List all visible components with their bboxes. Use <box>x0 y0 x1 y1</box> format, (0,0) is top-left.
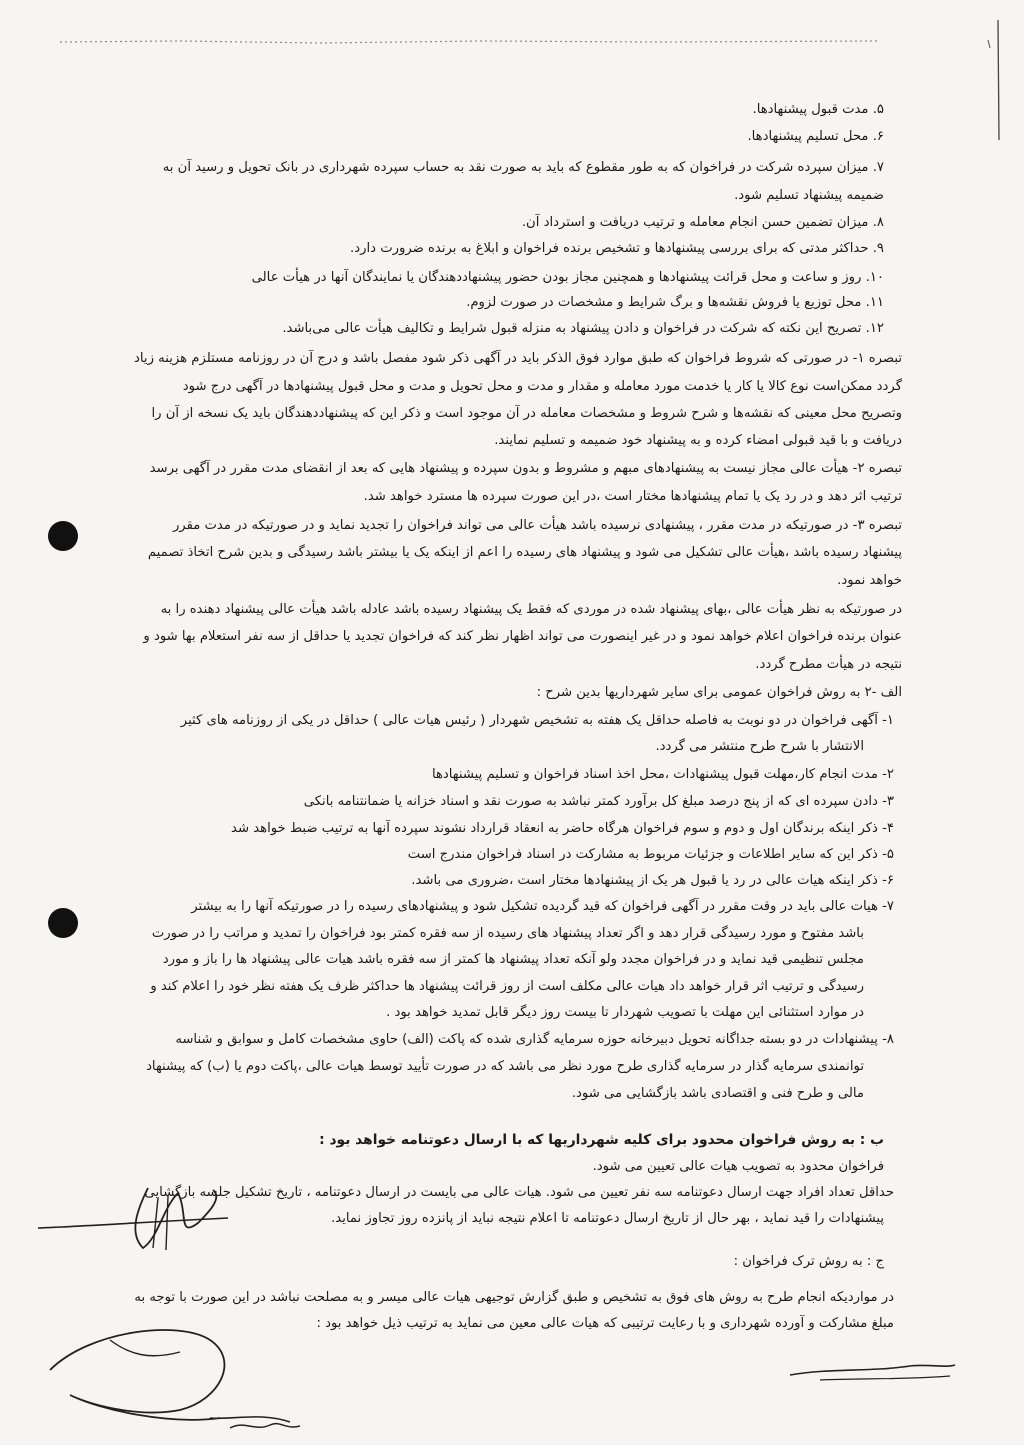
list-item: ۸. میزان تضمین حسن انجام معامله و ترتیب دریافت و استرداد آن. <box>521 215 884 230</box>
paragraph-line: نتیجه در هیأت مطرح گردد. <box>755 657 902 672</box>
list-item-cont: در موارد استثنائی این مهلت با تصویب شهردار تا بیست روز دیگر قابل تمدید خواهد بود . <box>386 1005 864 1020</box>
note-1-line: تبصره ۱- در صورتی که شروط فراخوان که طبق موارد فوق الذکر باید در آگهی ذکر شود مفصل باشد و درج آن در روزنامه مستلزم هزینه زیاد <box>134 351 902 366</box>
list-item-cont: رسیدگی و ترتیب اثر قرار خواهد داد هیات عالی مکلف است از روز قرائت پیشنهاد ها حداکثر ظرف یک هفته نظر خود را اعلام کند و <box>150 979 864 994</box>
paragraph-line: عنوان برنده فراخوان اعلام خواهد نمود و در غیر اینصورت می تواند اظهار نظر کند که فراخوان تجدید یا حداقل از سه نفر استعلام بها شود و <box>143 629 902 644</box>
list-item-cont: توانمندی سرمایه گذار در سرمایه گذاری طرح مورد نظر می باشد که در صورت تأیید توسط هیات عالی ،پاکت دوم یا (ب) که پیشنهاد <box>146 1059 864 1074</box>
list-item: ۲- مدت انجام کار،مهلت قبول پیشنهادات ،محل اخذ اسناد فراخوان و تسلیم پیشنهادها <box>431 767 894 782</box>
list-item-cont: باشد مفتوح و مورد رسیدگی قرار دهد و اگر تعداد پیشنهاد های رسیده از سه فقره کمتر بود فراخوان را تمدید و مراتب را در صورت <box>151 926 864 941</box>
note-3-line: تبصره ۳- در صورتیکه در مدت مقرر ، پیشنهادی نرسیده باشد هیأت عالی می تواند فراخوان را تجدید نماید و در صورتیکه در مدت مقرر <box>172 518 902 533</box>
scan-edge-mark <box>980 20 1010 140</box>
paragraph-line: حداقل تعداد افراد جهت ارسال دعوتنامه سه نفر تعیین می شود. هیات عالی می بایست در ارسال دعوتنامه ، تاریخ تشکیل جلسه بازگشایی <box>144 1185 894 1200</box>
list-item: ۶. محل تسلیم پیشنهادها. <box>747 129 884 144</box>
signature-mark <box>28 1178 238 1258</box>
list-item: ۱۱. محل توزیع یا فروش نقشه‌ها و برگ شرایط و مشخصات در صورت لزوم. <box>466 295 884 310</box>
list-item: ۴- ذکر اینکه برندگان اول و دوم و سوم فراخوان هرگاه حاضر به انعقاد قرارداد نشوند سپرده آنها به ترتیب ضبط خواهد شد <box>231 821 894 836</box>
list-item-cont: مالی و طرح فنی و اقتصادی باشد بازگشایی می شود. <box>571 1086 864 1101</box>
list-item-cont: مجلس تنظیمی قید نماید و در فراخوان مجدد ولو آنکه تعداد پیشنهاد ها کمتر از سه فقره باشد هیات عالی پیشنهاد ها را باز و مورد <box>162 952 864 967</box>
list-item: ۷. میزان سپرده شرکت در فراخوان که به طور مقطوع که باید به صورت نقد به حساب سپرده شهرداری در بانک تحویل و رسید آن به <box>162 160 884 175</box>
scan-noise-line <box>60 38 880 46</box>
signature-mark <box>780 1350 960 1390</box>
paragraph-line: فراخوان محدود به تصویب هیات عالی تعیین می شود. <box>592 1159 884 1174</box>
note-3-line: خواهد نمود. <box>837 573 902 588</box>
section-heading: ب : به روش فراخوان محدود برای کلیه شهرداریها که با ارسال دعوتنامه خواهد بود : <box>319 1132 884 1148</box>
list-item: ۶- ذکر اینکه هیات عالی در رد یا قبول هر یک از پیشنهادها مختار است ،ضروری می باشد. <box>411 873 894 888</box>
note-3-line: پیشنهاد رسیده باشد ،هیأت عالی تشکیل می شود و پیشنهاد های رسیده را اعم از اینکه یک یا بیشتر باشد رسیدگی و بدین شرح اتخاذ تصمیم <box>147 545 902 560</box>
paragraph-line: در صورتیکه به نظر هیأت عالی ،بهای پیشنهاد شده در موردی که فقط یک پیشنهاد رسیده باشد عادله باشد هیأت عالی پیشنهاد دهنده را به <box>160 602 902 617</box>
section-heading: الف -۲ به روش فراخوان عمومی برای سایر شهرداریها بدین شرح : <box>536 685 902 700</box>
punch-hole-bottom <box>48 908 78 938</box>
list-item: ۵. مدت قبول پیشنهادها. <box>752 102 884 117</box>
signature-mark <box>30 1300 310 1440</box>
section-heading: ج : به روش ترک فراخوان : <box>733 1254 884 1269</box>
punch-hole-top <box>48 521 78 551</box>
paragraph-line: در مواردیکه انجام طرح به روش های فوق به تشخیص و طبق گزارش توجیهی هیات عالی میسر و به مصلحت نباشد در این صورت با توجه به <box>134 1290 894 1305</box>
list-item: ۸- پیشنهادات در دو بسته جداگانه تحویل دبیرخانه حوزه سرمایه گذاری شده که پاکت (الف) حاوی مشخصات کامل و سوابق و شناسه <box>175 1032 894 1047</box>
list-item: ۳- دادن سپرده ای که از پنج درصد مبلغ کل برآورد کمتر نباشد به صورت نقد و اسناد خزانه یا ضمانتنامه بانکی <box>303 794 894 809</box>
list-item: ۷- هیات عالی باید در وقت مقرر در آگهی فراخوان که قید گردیده تشکیل شود و پیشنهادهای رسیده را در صورتیکه آنها را به بیشتر <box>191 899 894 914</box>
list-item: ۹. حداکثر مدتی که برای بررسی پیشنهادها و تشخیص برنده فراخوان و ابلاغ به برنده ضرورت دارد. <box>350 241 884 256</box>
paragraph-line: پیشنهادات را قید نماید ، بهر حال از تاریخ ارسال دعوتنامه تا اعلام نتیجه نباید از پانزده روز تجاوز نماید. <box>331 1211 884 1226</box>
list-item: ۱- آگهی فراخوان در دو نوبت به فاصله حداقل یک هفته به تشخیص شهردار ( رئیس هیات عالی ) حداقل در یکی از روزنامه های کثیر <box>180 713 894 728</box>
note-2-line: تبصره ۲- هیأت عالی مجاز نیست به پیشنهادهای مبهم و مشروط و بدون سپرده و پیشنهاد هایی که بعد از انقضای مدت مقرر در آگهی برسد <box>149 461 902 476</box>
list-item: ضمیمه پیشنهاد تسلیم شود. <box>734 188 884 203</box>
list-item-cont: الانتشار با شرح طرح منتشر می گردد. <box>655 739 864 754</box>
note-1-line: دریافت و با قید قبولی امضاء کرده و به پیشنهاد خود ضمیمه و تسلیم نمایند. <box>494 433 902 448</box>
list-item: ۱۰. روز و ساعت و محل قرائت پیشنهادها و همچنین مجاز بودن حضور پیشنهاددهندگان یا نمایندگان آنها در هیأت عالی <box>251 270 884 285</box>
note-2-line: ترتیب اثر دهد و در رد یک یا تمام پیشنهادها مختار است ،در این صورت سپرده ها مسترد خواهد شد. <box>363 489 902 504</box>
paragraph-line: مبلغ مشارکت و آورده شهرداری و با رعایت ترتیبی که هیات عالی معین می نماید به ترتیب ذیل خواهد بود : <box>316 1316 894 1331</box>
note-1-line: گردد ممکن‌است نوع کالا یا کار یا خدمت مورد معامله و مقدار و مدت و محل تحویل و مدت و محل قبول پیشنهادها در آگهی درج شود <box>182 379 902 394</box>
list-item: ۵- ذکر این که سایر اطلاعات و جزئیات مربوط به مشارکت در اسناد فراخوان مندرج است <box>407 847 894 862</box>
list-item: ۱۲. تصریح این نکته که شرکت در فراخوان و دادن پیشنهاد به منزله قبول شرایط و تکالیف هیأت عالی می‌باشد. <box>282 321 884 336</box>
note-1-line: وتصریح محل معینی که نقشه‌ها و شرح شروط و مشخصات معامله در آن موجود است و ذکر این که پیشنهاددهندگان باید یک نسخه از آن را <box>151 406 902 421</box>
